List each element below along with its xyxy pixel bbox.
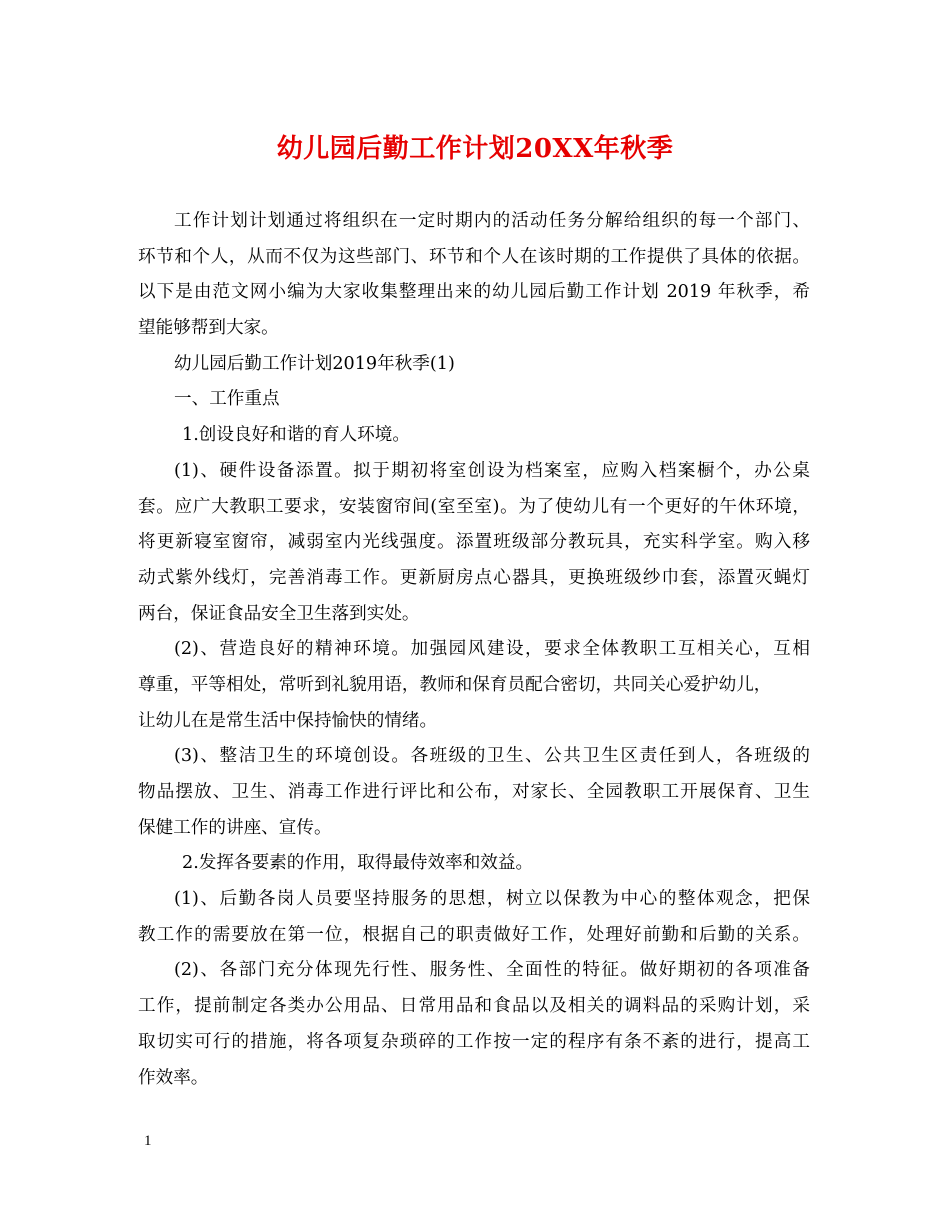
text-line: 以下是由范文网小编为大家收集整理出来的幼儿园后勤工作计划 2019 年秋季，希: [138, 282, 810, 303]
text-line: 套。应广大教职工要求，安装窗帘间(室至室)。为了使幼儿有一个更好的午休环境，: [138, 496, 810, 517]
text-line: 作效率。: [138, 1067, 209, 1088]
text-line: (1)、硬件设备添置。拟于期初将室创设为档案室，应购入档案橱个，办公桌: [174, 460, 810, 481]
text-line: 一、工作重点: [174, 389, 280, 410]
text-line: 动式紫外线灯，完善消毒工作。更新厨房点心器具，更换班级纱巾套，添置灭蝇灯: [138, 567, 810, 588]
text-line: 让幼儿在是常生活中保持愉快的情绪。: [138, 710, 438, 731]
document-title: 幼儿园后勤工作计划20XX年秋季: [276, 134, 674, 164]
text-line: 保健工作的讲座、宣传。: [138, 817, 332, 838]
text-line: 物品摆放、卫生、消毒工作进行评比和公布，对家长、全园教职工开展保育、卫生: [138, 782, 810, 802]
text-line: 两台，保证食品安全卫生落到实处。: [138, 603, 420, 624]
page-number: 1: [144, 1133, 152, 1149]
text-line: 将更新寝室窗帘，减弱室内光线强度。添置班级部分教玩具，充实科学室。购入移: [138, 532, 810, 553]
text-line: (3)、整洁卫生的环境创设。各班级的卫生、公共卫生区责任到人，各班级的: [174, 746, 810, 767]
text-line: 2.发挥各要素的作用，取得最侍效率和效益。: [182, 853, 534, 874]
text-line: 工作计划计划通过将组织在一定时期内的活动任务分解给组织的每一个部门、: [174, 211, 810, 231]
text-line: 幼儿园后勤工作计划2019年秋季(1): [174, 353, 455, 374]
text-line: 1.创设良好和谐的育人环境。: [182, 425, 410, 446]
text-line: 环节和个人，从而不仅为这些部门、环节和个人在该时期的工作提供了具体的依据。: [138, 246, 810, 267]
text-line: 尊重，平等相处，常听到礼貌用语，教师和保育员配合密切，共同关心爱护幼儿，: [138, 674, 772, 695]
document-body: [138, 204, 810, 1096]
text-line: 取切实可行的措施，将各项复杂琐碎的工作按一定的程序有条不紊的进行，提高工: [138, 1031, 810, 1052]
text-line: 教工作的需要放在第一位，根据自己的职责做好工作，处理好前勤和后勤的关系。: [138, 924, 810, 945]
text-line: (1)、后勤各岗人员要坚持服务的思想，树立以保教为中心的整体观念，把保: [174, 889, 810, 910]
text-line: (2)、各部门充分体现先行性、服务性、全面性的特征。做好期初的各项准备: [174, 960, 810, 981]
text-line: 工作，提前制定各类办公用品、日常用品和食品以及相关的调料品的采购计划，采: [138, 996, 810, 1017]
text-line: (2)、营造良好的精神环境。加强园风建设，要求全体教职工互相关心，互相: [174, 639, 810, 660]
text-line: 望能够帮到大家。: [138, 318, 279, 339]
